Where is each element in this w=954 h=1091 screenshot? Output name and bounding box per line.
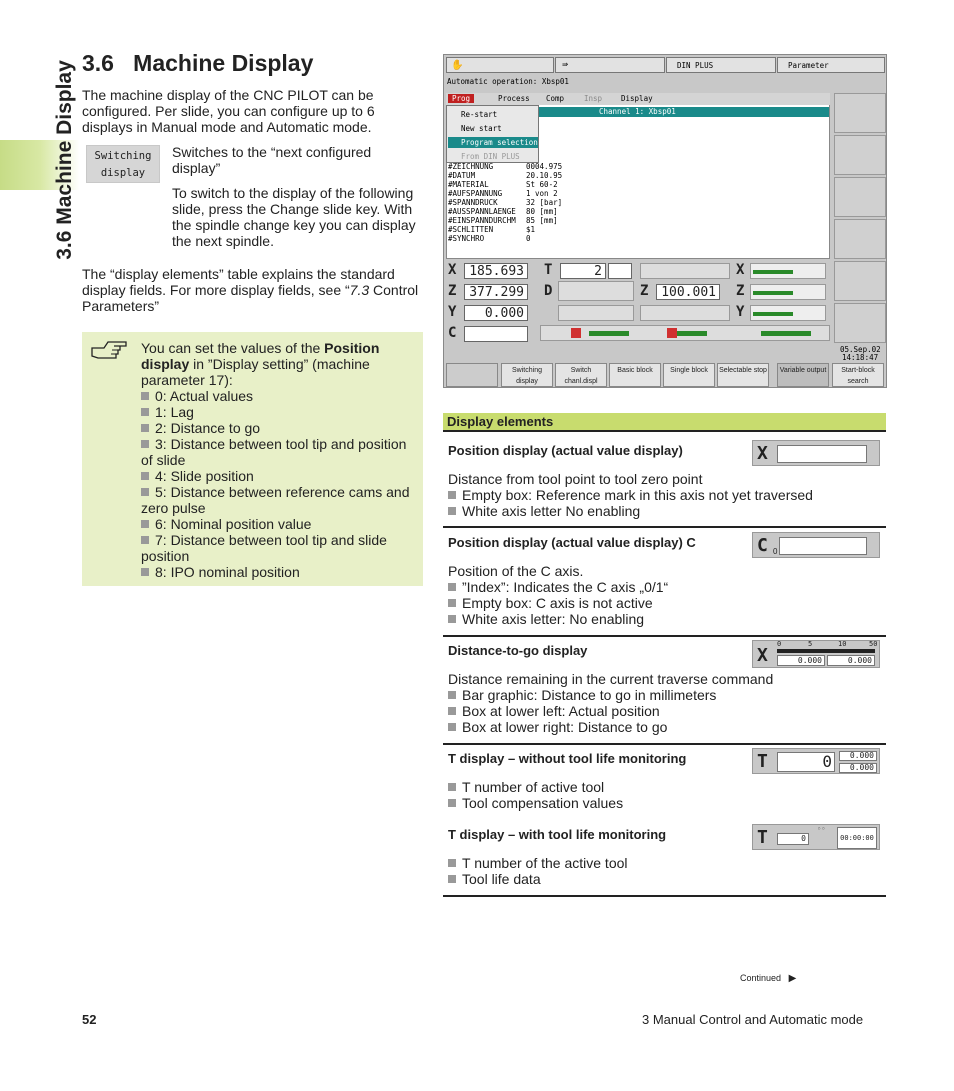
tab-din-plus[interactable]: DIN PLUS bbox=[666, 57, 776, 73]
pointing-hand-icon bbox=[90, 338, 130, 364]
cnc-screen: ✋ ⇛ DIN PLUS Parameter Automatic operation: Xbsp01 Prog Process Comp Insp Display Channel 1: Xbsp01 Re-start New start Program selection From DIN PLUS #ZEICHNUNG 0004.975 #DATUM 20.10.95 #MATERIAL St 60-2 #AUFSPANNUNG 1 von 2 #SPANNDRUCK 32 [bar] #AUSSPANNLAENGE 80 [mm] #EINSPANNDURCHM 85 [mm] #SCHLITTEN $1 #SYNCHRO 0 05.Sep.02 14:18:47 X 185.693 Z 377.299 Y 0.000 C T 2 D Z 100.001 X Z Y Switching display Switch chanl.displ Basic block Single block Selectable stop Variable output Start-block search bbox=[443, 54, 887, 388]
right-softkey-5[interactable] bbox=[834, 261, 886, 301]
row-body-t-display-life: T number of the active tool Tool life data bbox=[448, 855, 878, 887]
distance-to-go-icon: X 0 5 10 50 0.000 0.000 bbox=[752, 640, 880, 668]
note-item: 4: Slide position bbox=[141, 468, 416, 484]
position-display-icon: X bbox=[752, 440, 880, 466]
menu-prog[interactable]: Prog bbox=[448, 94, 474, 103]
softkey-start-block-search[interactable]: Start-block search bbox=[832, 363, 884, 387]
row-divider bbox=[443, 430, 886, 432]
menu-display[interactable]: Display bbox=[621, 94, 653, 103]
t-value: 2 bbox=[560, 263, 606, 279]
dropdown-from-din-plus[interactable]: From DIN PLUS bbox=[461, 152, 520, 161]
menu-insp[interactable]: Insp bbox=[584, 94, 603, 103]
right-softkey-2[interactable] bbox=[834, 135, 886, 175]
menu-process[interactable]: Process bbox=[498, 94, 530, 103]
right-softkey-3[interactable] bbox=[834, 177, 886, 217]
d-letter: D bbox=[544, 283, 553, 299]
tool-life-display bbox=[640, 263, 730, 279]
axis-c-letter: C bbox=[448, 325, 457, 341]
speed-gauge bbox=[558, 305, 634, 321]
row-divider bbox=[443, 743, 886, 745]
row-divider bbox=[443, 526, 886, 528]
note-item: 7: Distance between tool tip and slide position bbox=[141, 532, 387, 564]
axis-x-value: 185.693 bbox=[464, 263, 528, 279]
right-softkey-6[interactable] bbox=[834, 303, 886, 343]
note-item: 8: IPO nominal position bbox=[141, 564, 416, 580]
cnc-date: 05.Sep.02 bbox=[840, 345, 881, 354]
row-body-position-display-c: Position of the C axis. ”Index”: Indicates the C axis „0/1“ Empty box: C axis is not active White axis letter: No enabling bbox=[448, 563, 669, 627]
note-item: 0: Actual values bbox=[141, 388, 416, 404]
dtg-y-bar bbox=[750, 305, 826, 321]
slide-description: To switch to the display of the following slide, press the Change slide key. With the spindle change key you can display the next spindle. bbox=[172, 185, 416, 249]
softkey-variable-output[interactable]: Variable output bbox=[777, 363, 829, 387]
t-display-life-icon: T 0 00:00:00 ◦◦ bbox=[752, 824, 880, 850]
page-number: 52 bbox=[82, 1012, 97, 1027]
counter-display bbox=[640, 305, 730, 321]
softkey-switching-display[interactable]: Switching display bbox=[501, 363, 553, 387]
row-title-position-display: Position display (actual value display) bbox=[448, 443, 683, 458]
dtg-z-letter: Z bbox=[736, 283, 745, 299]
t-display-icon: T 0 0.000 0.000 bbox=[752, 748, 880, 774]
hand-icon: ✋ bbox=[451, 60, 464, 71]
right-softkey-4[interactable] bbox=[834, 219, 886, 259]
feed-gauge bbox=[558, 281, 634, 301]
note-list bbox=[141, 388, 416, 580]
dropdown-restart[interactable]: Re-start bbox=[461, 110, 498, 119]
channel-bar: Channel 1: Xbsp01 bbox=[539, 107, 829, 117]
softkey-machine-icon[interactable] bbox=[446, 363, 498, 387]
softkey-basic-block[interactable]: Basic block bbox=[609, 363, 661, 387]
tool-life-symbols: ◦◦ bbox=[817, 825, 826, 833]
t-letter: T bbox=[544, 262, 553, 278]
spindle-status-row bbox=[540, 325, 830, 341]
row-body-position-display: Distance from tool point to tool zero point Empty box: Reference mark in this axis not yet traversed White axis letter No enabling bbox=[448, 471, 813, 519]
axis-z-value: 377.299 bbox=[464, 284, 528, 300]
axis-x-letter: X bbox=[448, 262, 457, 278]
axis-y-letter: Y bbox=[448, 304, 457, 320]
table-intro: The “display elements” table explains the standard display fields. For more display fields, see “7.3 Control Parameters” bbox=[82, 266, 419, 314]
row-body-distance-to-go: Distance remaining in the current traverse command Bar graphic: Distance to go in millimeters Box at lower left: Actual position Box at lower right: Distance to go bbox=[448, 671, 774, 735]
section-heading: 3.6 Machine Display bbox=[82, 50, 314, 76]
row-body-t-display-no-life: T number of active tool Tool compensation values bbox=[448, 779, 878, 811]
dtg-y-letter: Y bbox=[736, 304, 745, 320]
row-title-t-display-no-life: T display – without tool life monitoring bbox=[448, 751, 687, 766]
menu-comp[interactable]: Comp bbox=[546, 94, 565, 103]
note-item: 3: Distance between tool tip and position of slide bbox=[141, 436, 407, 468]
cnc-time: 14:18:47 bbox=[842, 353, 879, 362]
softkey-selectable-stop[interactable]: Selectable stop bbox=[717, 363, 769, 387]
softkey-description: Switches to the “next configured display” bbox=[172, 144, 372, 176]
position-display-c-icon: C 0 bbox=[752, 532, 880, 558]
dtg-x-letter: X bbox=[736, 262, 745, 278]
menu-bar bbox=[446, 93, 830, 105]
side-tab-label: 3.6 Machine Display bbox=[53, 60, 76, 260]
axis-z-letter: Z bbox=[448, 283, 457, 299]
note-text: You can set the values of the Position display in ”Display setting” (machine parameter 17): 0: Actual values 1: Lag 2: Distance to go 3: Distance between tool tip and position of slide 4: Slide position 5: Distance between reference cams and zero pulse 6: Nominal position value 7: Distance between tool tip and slide position 8: IPO nominal position bbox=[141, 340, 416, 580]
dropdown-program-selection[interactable]: Program selection bbox=[461, 138, 538, 147]
z2-letter: Z bbox=[640, 283, 649, 299]
continued-label: Continued ▶ bbox=[740, 973, 797, 984]
mode-line: Automatic operation: Xbsp01 bbox=[447, 77, 569, 86]
dtg-z-bar bbox=[750, 284, 826, 300]
softkey-single-block[interactable]: Single block bbox=[663, 363, 715, 387]
row-title-position-display-c: Position display (actual value display) C bbox=[448, 535, 696, 550]
axis-y-value: 0.000 bbox=[464, 305, 528, 321]
note-item: 6: Nominal position value bbox=[141, 516, 416, 532]
switching-display-softkey: Switching display bbox=[86, 145, 160, 183]
dtg-x-bar bbox=[750, 263, 826, 279]
row-title-distance-to-go: Distance-to-go display bbox=[448, 643, 588, 658]
t-comp-values bbox=[608, 263, 632, 279]
z2-value: 100.001 bbox=[656, 284, 720, 300]
continued-arrow-icon: ▶ bbox=[788, 973, 797, 984]
note-item: 2: Distance to go bbox=[141, 420, 416, 436]
row-divider bbox=[443, 895, 886, 897]
note-item: 1: Lag bbox=[141, 404, 416, 420]
axis-c-value bbox=[464, 326, 528, 342]
dropdown-new-start[interactable]: New start bbox=[461, 124, 502, 133]
note-item: 5: Distance between reference cams and zero pulse bbox=[141, 484, 410, 516]
row-divider bbox=[443, 635, 886, 637]
row-title-t-display-life: T display – with tool life monitoring bbox=[448, 827, 667, 842]
chapter-title: 3 Manual Control and Automatic mode bbox=[642, 1012, 864, 1027]
tab-parameter[interactable]: Parameter bbox=[777, 57, 885, 73]
right-softkey-1[interactable] bbox=[834, 93, 886, 133]
softkey-switch-channel-display[interactable]: Switch chanl.displ bbox=[555, 363, 607, 387]
prog-dropdown bbox=[446, 105, 539, 163]
tab-automatic[interactable] bbox=[555, 57, 665, 73]
intro-paragraph: The machine display of the CNC PILOT can be configured. Per slide, you can configure up to 6 displays in Manual mode and Automatic mode. bbox=[82, 87, 375, 135]
display-elements-heading: Display elements bbox=[443, 413, 886, 430]
tab-machine[interactable] bbox=[446, 57, 554, 73]
arrow-icon: ⇛ bbox=[562, 59, 569, 70]
